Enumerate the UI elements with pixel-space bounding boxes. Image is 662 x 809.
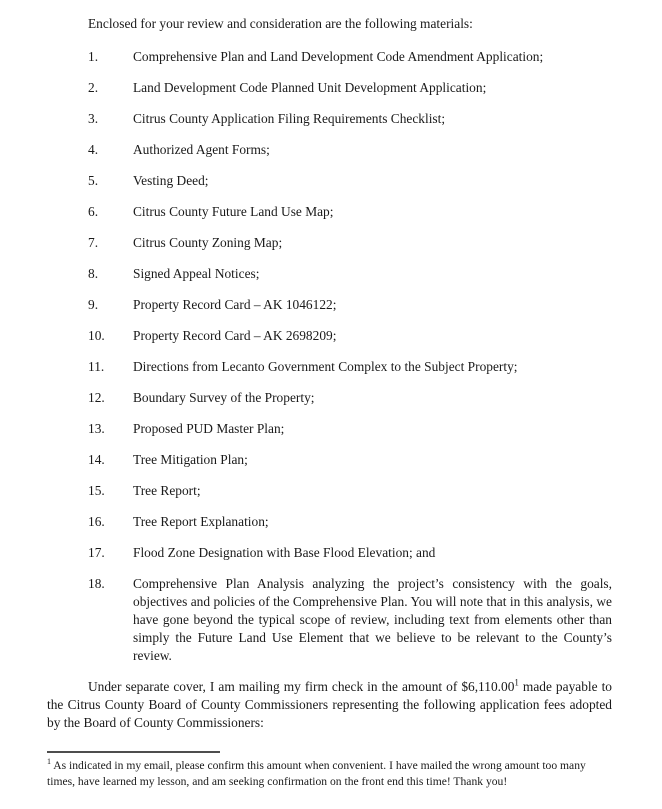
list-item-number: 16. — [88, 514, 105, 529]
list-item-text: Citrus County Application Filing Requirements Checklist; — [133, 111, 446, 126]
list-item — [47, 172, 612, 190]
list-item-number: 14. — [88, 452, 105, 467]
list-item-number: 17. — [88, 545, 105, 560]
list-item — [47, 451, 612, 469]
list-item-text: Directions from Lecanto Government Complex to the Subject Property; — [133, 359, 518, 374]
list-item — [47, 544, 612, 562]
list-item-number: 7. — [88, 235, 99, 250]
list-item — [47, 141, 612, 159]
list-item-text: Proposed PUD Master Plan; — [133, 421, 285, 436]
list-item-number: 4. — [88, 142, 99, 157]
list-item — [47, 420, 612, 438]
list-item-text: Comprehensive Plan and Land Development Code Amendment Application; — [133, 49, 544, 64]
list-item — [47, 575, 612, 665]
footnote-paragraph — [47, 758, 616, 790]
list-item-text: Citrus County Future Land Use Map; — [133, 204, 334, 219]
list-item — [47, 234, 612, 252]
list-item-text: Property Record Card – AK 1046122; — [133, 297, 337, 312]
closing-text-before: Under separate cover, I am mailing my firm check in the amount of $6,110.00 — [88, 679, 515, 694]
footnote-marker: 1 — [47, 757, 51, 767]
list-item-number: 10. — [88, 328, 105, 343]
list-item-text: Citrus County Zoning Map; — [133, 235, 283, 250]
list-item — [47, 513, 612, 531]
list-item — [47, 389, 612, 407]
list-item — [47, 327, 612, 345]
footnote-reference-marker: 1 — [514, 677, 519, 688]
list-item-text: Authorized Agent Forms; — [133, 142, 270, 157]
list-item-text: Tree Mitigation Plan; — [133, 452, 248, 467]
footnote-separator-rule — [47, 751, 220, 753]
list-item-text: Comprehensive Plan Analysis analyzing the project’s consistency with the goals, objectives and policies of the Comprehensive Plan. You will note that in this analysis, we have gone beyond the typical scope of review, including text from elements other than simply the Future Land Use Element that we believe to be relevant to the County’s review. — [133, 576, 612, 663]
list-item-text: Property Record Card – AK 2698209; — [133, 328, 337, 343]
list-item-text: Tree Report; — [133, 483, 201, 498]
list-item-number: 5. — [88, 173, 99, 188]
list-item — [47, 79, 612, 97]
list-item-number: 6. — [88, 204, 99, 219]
list-item-number: 11. — [88, 359, 105, 374]
list-item-number: 3. — [88, 111, 99, 126]
list-item-number: 18. — [88, 576, 105, 591]
list-item-number: 15. — [88, 483, 105, 498]
list-item-text: Boundary Survey of the Property; — [133, 390, 315, 405]
list-item — [47, 48, 612, 66]
list-item — [47, 482, 612, 500]
list-item-text: Flood Zone Designation with Base Flood Elevation; and — [133, 545, 436, 560]
list-item — [47, 296, 612, 314]
footnote-area — [47, 751, 616, 790]
list-item-number: 2. — [88, 80, 99, 95]
intro-paragraph: Enclosed for your review and consideration are the following materials: — [88, 16, 473, 31]
list-item-number: 13. — [88, 421, 105, 436]
list-item-text: Signed Appeal Notices; — [133, 266, 260, 281]
list-item-text: Land Development Code Planned Unit Development Application; — [133, 80, 487, 95]
footnote-text: As indicated in my email, please confirm this amount when convenient. I have mailed the wrong amount too many times, have learned my lesson, and am seeking confirmation on the front end this time! Thank you! — [47, 759, 586, 788]
list-item-number: 9. — [88, 297, 99, 312]
list-item-text: Tree Report Explanation; — [133, 514, 269, 529]
list-item — [47, 110, 612, 128]
materials-list — [47, 48, 612, 665]
closing-text-after: made payable to the Citrus County Board of County Commissioners representing the following application fees adopted by the Board of County Commissioners: — [47, 679, 612, 730]
list-item-text: Vesting Deed; — [133, 173, 209, 188]
list-item — [47, 358, 612, 376]
list-item — [47, 265, 612, 283]
list-item-number: 8. — [88, 266, 99, 281]
closing-paragraph — [47, 678, 612, 732]
list-item — [47, 203, 612, 221]
list-item-number: 12. — [88, 390, 105, 405]
list-item-number: 1. — [88, 49, 99, 64]
